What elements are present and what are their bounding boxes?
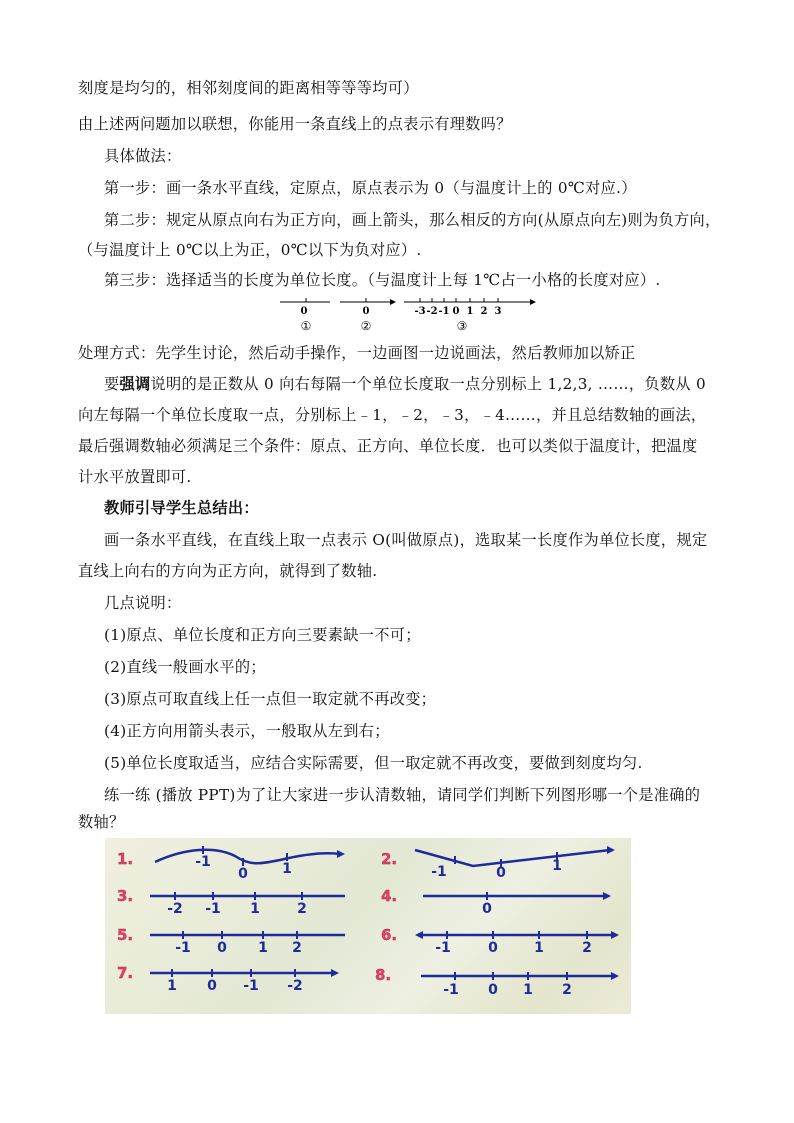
practice-line-2: 数轴？: [78, 813, 125, 831]
axis-3-label: 1: [250, 901, 260, 917]
paragraph-handling: 处理方式：先学生讨论，然后动手操作，一边画图一边说画法，然后教师加以矫正: [78, 344, 636, 362]
option-4-number: 4.: [381, 887, 398, 905]
axis-5-label: 1: [258, 940, 268, 956]
d2-number: ②: [360, 319, 372, 333]
axis-3-label: 2: [297, 901, 307, 917]
arrow-head: [415, 931, 423, 939]
d3-tick-label: 2: [480, 306, 488, 317]
definition-line-1: 画一条水平直线，在直线上取一点表示 O(叫做原点)，选取某一长度作为单位长度，规定: [104, 531, 708, 549]
axis-5-label: -1: [175, 940, 191, 956]
axis-8-label: 2: [562, 982, 572, 998]
step-one: 第一步：画一条水平直线，定原点，原点表示为 0（与温度计上的 0℃对应.）: [104, 179, 637, 197]
definition-line-2: 直线上向右的方向为正方向，就得到了数轴.: [78, 562, 378, 580]
axis-6-label: 2: [582, 940, 592, 956]
d3-tick-label: -3: [414, 306, 426, 317]
axis-1-label: 0: [238, 866, 248, 882]
axis-5-label: 0: [217, 940, 227, 956]
note-4: (4)正方向用箭头表示，一般取从左到右；: [104, 722, 390, 740]
d3-tick-label: 3: [494, 306, 502, 317]
d3-tick-label: 0: [452, 306, 460, 317]
d3-ticks: [414, 298, 501, 317]
option-6-number: 6.: [381, 926, 398, 944]
axis-6-label: 1: [534, 940, 544, 956]
emphasis-bold: 强调: [119, 375, 151, 393]
axis-8-label: 1: [523, 982, 533, 998]
axis-2-label: 0: [496, 865, 506, 881]
axis-4-label: 0: [482, 901, 492, 917]
steps-diagram: [280, 294, 540, 334]
d2-origin-label: 0: [362, 306, 370, 317]
step-three: 第三步：选择适当的长度为单位长度。（与温度计上每 1℃占一小格的长度对应）.: [104, 271, 661, 289]
arrow-head: [607, 846, 615, 854]
axis-1-line: [155, 850, 340, 864]
axis-6-label: -1: [435, 940, 451, 956]
paragraph-1: 刻度是均匀的，相邻刻度间的距离相等等等均可）: [78, 79, 419, 97]
number-line-options: [105, 838, 631, 1014]
axis-7-label: -2: [287, 978, 303, 994]
paragraph-emphasis-4: 计水平放置即可.: [78, 468, 192, 486]
paragraph-2: 由上述两问题加以联想，你能用一条直线上的点表示有理数吗？: [78, 115, 512, 133]
emphasis-pre: 要: [104, 375, 120, 393]
option-3-number: 3.: [117, 887, 134, 905]
axis-2-label: -1: [431, 864, 447, 880]
axis-6-label: 0: [488, 940, 498, 956]
paragraph-emphasis: [104, 374, 744, 394]
ppt-slide-image: [105, 838, 631, 1014]
axis-5-label: 2: [292, 940, 302, 956]
d3-number: ③: [456, 319, 468, 333]
d3-tick-label: 1: [466, 306, 474, 317]
arrow-head: [611, 931, 619, 939]
paragraph-emphasis-2: 向左每隔一个单位长度取一点，分别标上﹣1，﹣2，﹣3，﹣4……，并且总结数轴的画法，: [78, 406, 707, 424]
teacher-summary-heading: 教师引导学生总结出：: [104, 499, 259, 517]
note-2: (2)直线一般画水平的；: [104, 658, 266, 676]
option-1-number: 1.: [117, 850, 134, 868]
option-8-number: 8.: [375, 966, 392, 984]
notes-heading: 几点说明：: [104, 594, 182, 612]
note-3: (3)原点可取直线上任一点但一取定就不再改变；: [104, 690, 437, 708]
note-5: (5)单位长度取适当，应结合实际需要，但一取定就不再改变，要做到刻度均匀.: [104, 754, 643, 772]
practice-line-1: 练一练 (播放 PPT)为了让大家进一步认清数轴，请同学们判断下列图形哪一个是准确的: [104, 786, 701, 804]
arrow-head: [603, 892, 611, 900]
paragraph-emphasis-3: 最后强调数轴必须满足三个条件：原点、正方向、单位长度．也可以类似于温度计，把温度: [78, 437, 698, 455]
axis-3-label: -2: [167, 901, 183, 917]
axis-7-label: 0: [207, 978, 217, 994]
arrow-head: [331, 969, 339, 977]
axis-7-label: 1: [167, 978, 177, 994]
axis-3-label: -1: [205, 901, 221, 917]
step-two: 第二步：规定从原点向右为正方向，画上箭头，那么相反的方向(从原点向左)则为负方向，: [104, 211, 721, 229]
arrow-head: [611, 972, 619, 980]
d1-origin-label: 0: [300, 306, 308, 317]
axis-1-label: 1: [282, 861, 292, 877]
axis-2-label: 1: [552, 858, 562, 874]
option-5-number: 5.: [117, 926, 134, 944]
axis-8-label: -1: [443, 982, 459, 998]
emphasis-post: 说明的是正数从 0 向右每隔一个单位长度取一点分别标上 1,2,3, ……，负数从 0: [150, 375, 706, 393]
step-two-continued: （与温度计上 0℃以上为正，0℃以下为负对应）.: [78, 241, 422, 259]
paragraph-3: 具体做法：: [104, 147, 182, 165]
d1-number: ①: [300, 319, 312, 333]
option-2-number: 2.: [381, 850, 398, 868]
arrow-head: [337, 850, 345, 858]
axis-8-label: 0: [488, 982, 498, 998]
axis-7-label: -1: [243, 978, 259, 994]
d3-tick-label: -1: [438, 306, 450, 317]
note-1: (1)原点、单位长度和正方向三要素缺一不可；: [104, 626, 421, 644]
option-7-number: 7.: [117, 964, 134, 982]
axis-1-label: -1: [195, 854, 211, 870]
d3-tick-label: -2: [426, 306, 438, 317]
